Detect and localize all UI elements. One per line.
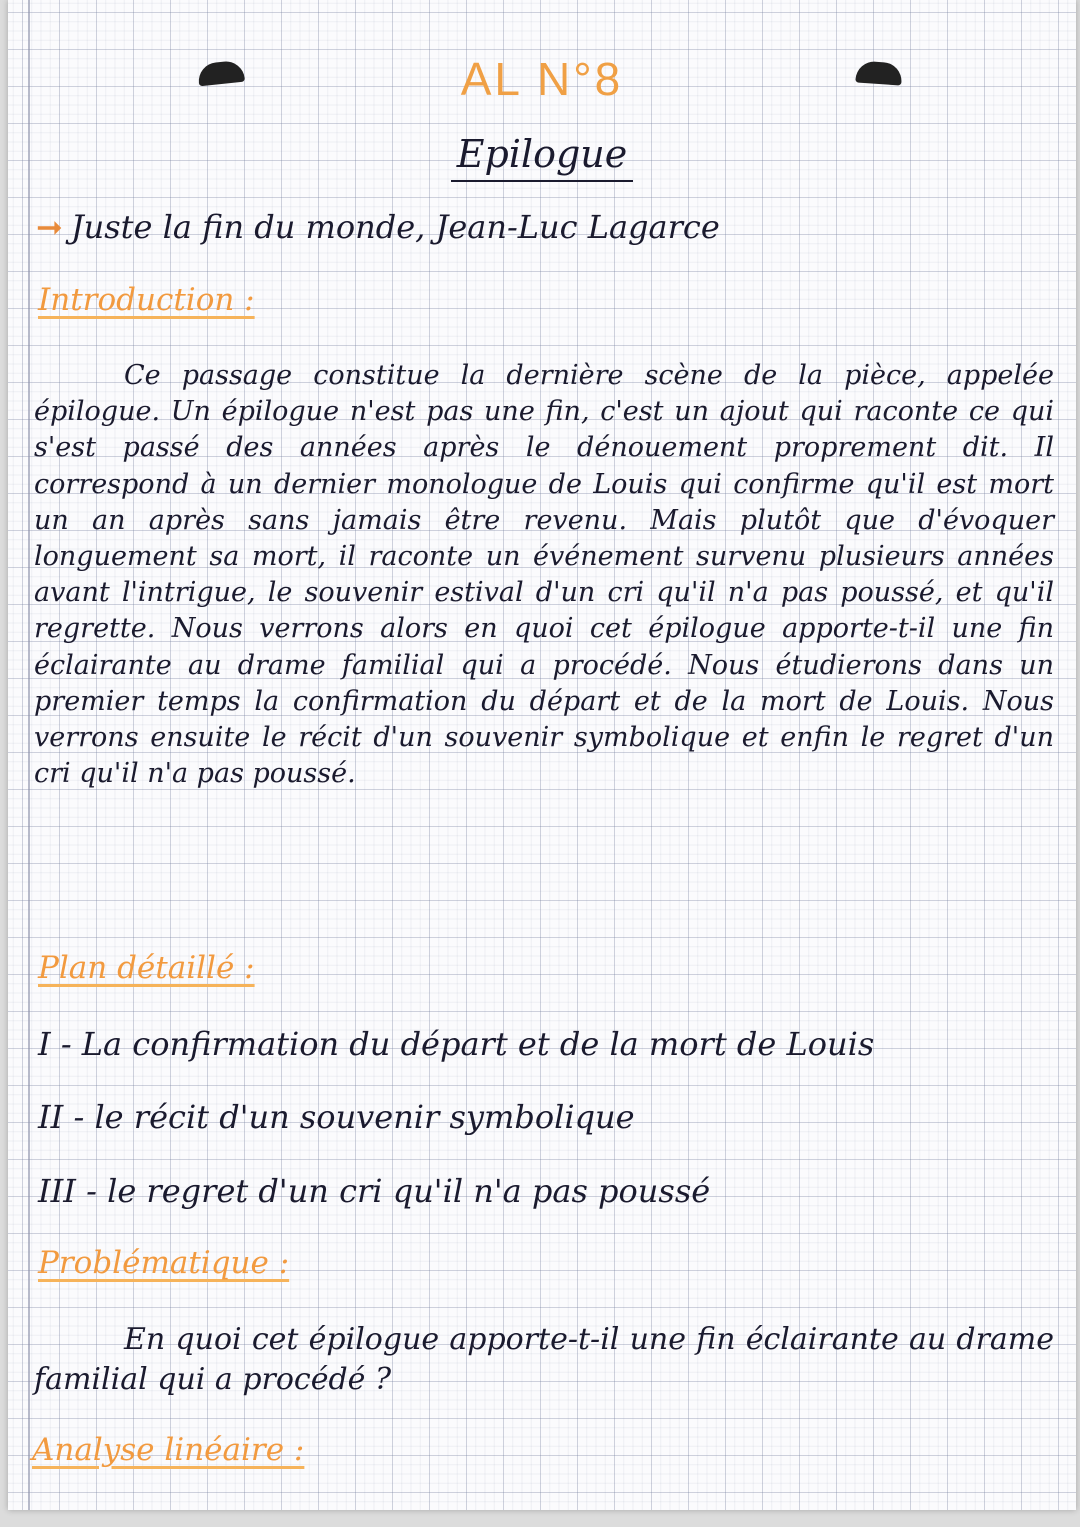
page-title: AL N°8 [460, 53, 624, 105]
problematique-heading: Problématique : [38, 1245, 290, 1281]
subtitle-text: Epilogue [451, 132, 634, 182]
analyse-heading: Analyse linéaire : [32, 1432, 305, 1468]
page-subtitle [8, 132, 1076, 176]
problematique-text: En quoi cet épilogue apporte-t-il une fin éclairante au drame familial qui a procédé ? [34, 1322, 1054, 1397]
work-title: Juste la fin du monde, Jean-Luc Lagarce [70, 208, 720, 246]
plan-item-3: III - le regret d'un cri qu'il n'a pas poussé [38, 1172, 711, 1210]
problematique-paragraph [34, 1320, 1054, 1400]
notebook-page [8, 0, 1076, 1510]
plan-item-2: II - le récit d'un souvenir symbolique [38, 1098, 635, 1136]
introduction-paragraph [34, 358, 1054, 792]
introduction-text: Ce passage constitue la dernière scène de la pièce, appelée épilogue. Un épilogue n'est pas une fin, c'est un ajout qui raconte ce qui s'est passé des années après le dénouement proprement dit. Il correspond à un dernier monologue de Louis qui confirme qu'il est mort un an après sans jamais être revenu. Mais plutôt que d'évoquer longuement sa mort, il raconte un événement survenu plusieurs années avant l'intrigue, le souvenir estival d'un cri qu'il n'a pas poussé, et qu'il regrette. Nous verrons alors en quoi cet épilogue apporte-t-il une fin éclairante au drame familial qui a procédé. Nous étudierons dans un premier temps la confirmation du départ et de la mort de Louis. Nous verrons ensuite le récit d'un souvenir symbolique et enfin le regret d'un cri qu'il n'a pas poussé. [34, 360, 1054, 790]
margin-line [28, 0, 30, 1510]
plan-item-1: I - La confirmation du départ et de la mort de Louis [38, 1025, 875, 1063]
plan-heading: Plan détaillé : [38, 950, 255, 986]
introduction-heading: Introduction : [38, 282, 255, 318]
work-reference [36, 208, 720, 246]
arrow-right-icon: ➞ [36, 208, 63, 246]
